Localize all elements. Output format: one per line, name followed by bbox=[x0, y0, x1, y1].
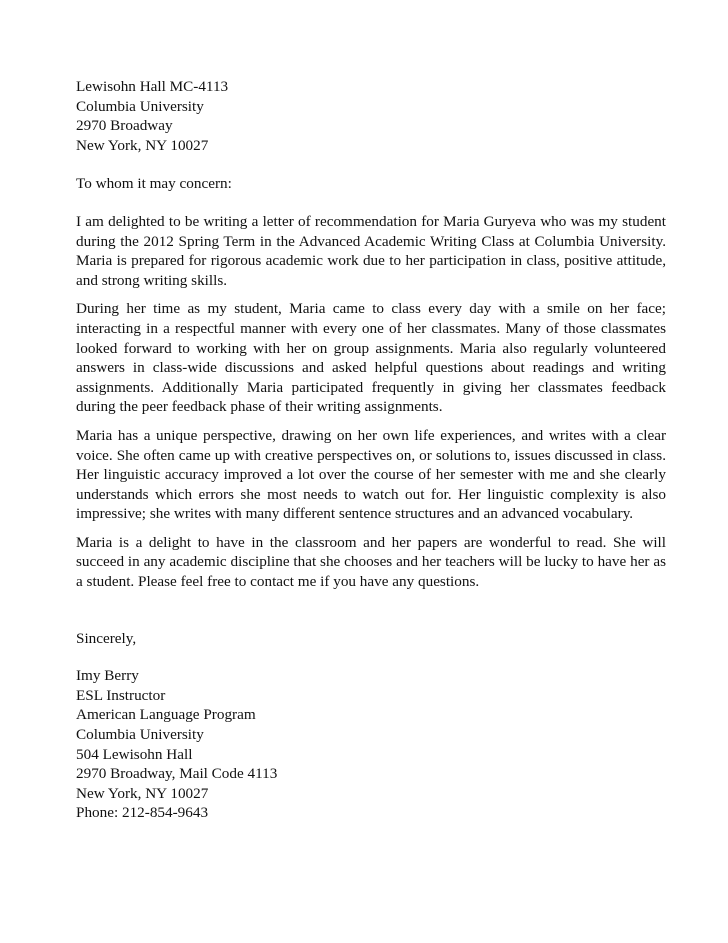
signer-office: 504 Lewisohn Hall bbox=[76, 745, 193, 763]
signer-name: Imy Berry bbox=[76, 667, 139, 685]
body-paragraph: I am delighted to be writing a letter of recommendation for Maria Guryeva who was my student during the 2012 Spring Term in the Advanced Academic Writing Class at Columbia University. Maria is prepared for rigorous academic work due to her participation in class, positive attitude, and strong writing skills. bbox=[76, 212, 666, 289]
letter-page bbox=[76, 77, 666, 823]
signer-university: Columbia University bbox=[76, 726, 204, 744]
closing: Sincerely, bbox=[76, 629, 137, 647]
signer-program: American Language Program bbox=[76, 706, 256, 724]
salutation: To whom it may concern: bbox=[76, 175, 232, 193]
body-paragraph: Maria has a unique perspective, drawing on her own life experiences, and writes with a clear voice. She often came up with creative perspectives on, or solutions to, issues discussed in class. Her linguistic accuracy improved a lot over the course of her semester with me and she clearly understands which errors she most needs to watch out for. Her linguistic complexity is also impressive; she writes with many different sentence structures and an advanced vocabulary. bbox=[76, 426, 666, 523]
signature-block bbox=[76, 666, 666, 823]
body-paragraph: During her time as my student, Maria came to class every day with a smile on her face; interacting in a respectful manner with every one of her classmates. Many of those classmates looked forward to working with her on group assignments. Maria also regularly volunteered answers in class-wide discussions and asked helpful questions about readings and writing assignments. Additionally Maria participated frequently in giving her classmates feedback during the peer feedback phase of their writing assignments. bbox=[76, 300, 666, 416]
address-line: New York, NY 10027 bbox=[76, 136, 209, 154]
signer-phone: Phone: 212-854-9643 bbox=[76, 804, 209, 822]
address-line: Lewisohn Hall MC-4113 bbox=[76, 78, 229, 95]
address-line: 2970 Broadway bbox=[76, 117, 173, 135]
signer-street: 2970 Broadway, Mail Code 4113 bbox=[76, 765, 278, 783]
sender-address bbox=[76, 77, 666, 155]
signer-title: ESL Instructor bbox=[76, 686, 166, 704]
signer-city: New York, NY 10027 bbox=[76, 784, 209, 802]
address-line: Columbia University bbox=[76, 97, 204, 115]
body-paragraph: Maria is a delight to have in the classroom and her papers are wonderful to read. She will succeed in any academic discipline that she chooses and her teachers will be lucky to have her as a student. Please feel free to contact me if you have any questions. bbox=[76, 533, 666, 591]
